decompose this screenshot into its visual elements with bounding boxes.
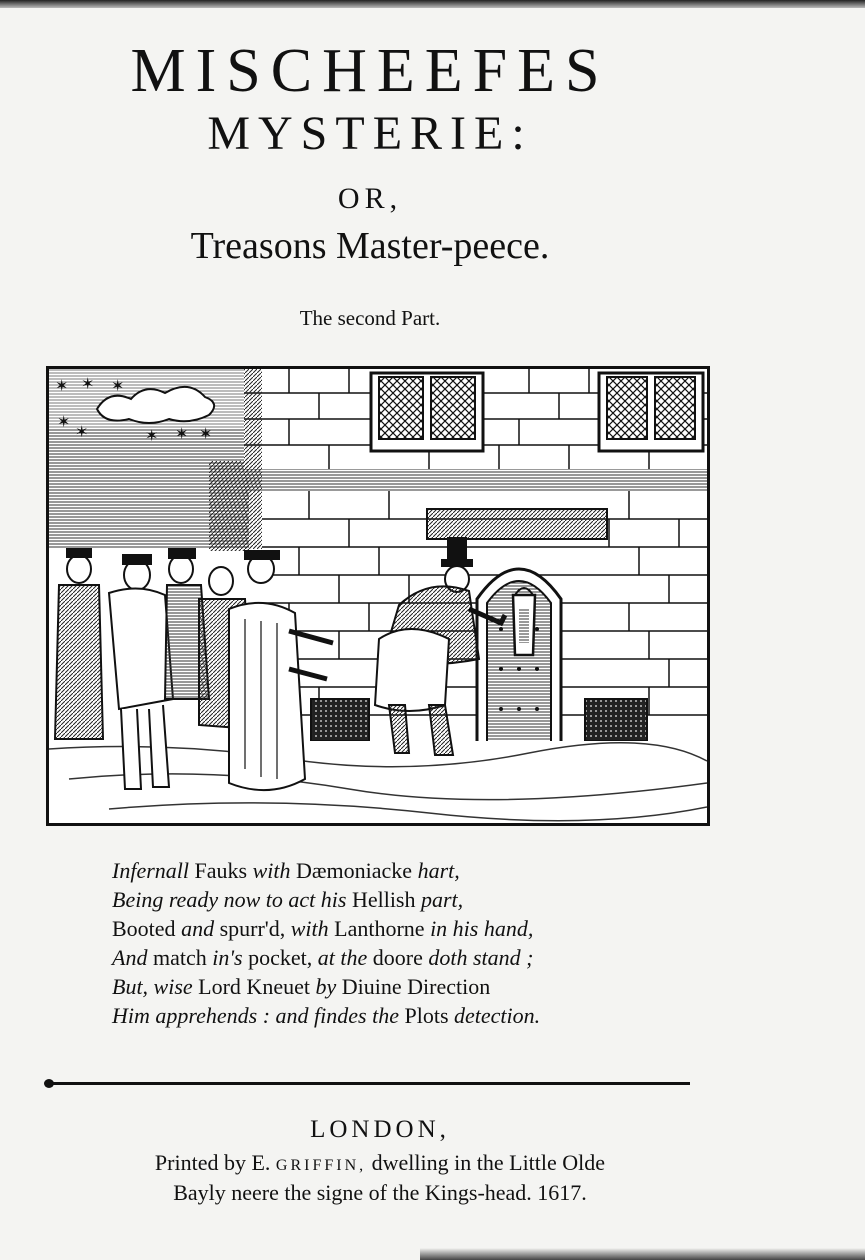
page-top-edge [0, 0, 865, 8]
verse-block [112, 856, 712, 1030]
title-line-4: Treasons Master-peece. [190, 225, 550, 267]
verse-line-4: And match in's pocket, at the doore doth stand ; [112, 945, 534, 970]
svg-text:✶: ✶ [57, 412, 71, 431]
title-line-3: OR, [337, 182, 403, 215]
imprint-address-line: Bayly neere the signe of the Kings-head. 1617. [173, 1180, 587, 1205]
verse-line-2: Being ready now to act his Hellish part, [112, 887, 464, 912]
lattice-window-right-icon [599, 373, 703, 451]
imprint-printer-line: Printed by E. GRIFFIN, dwelling in the Little Olde [154, 1150, 606, 1175]
page-bottom-edge [420, 1248, 865, 1260]
verse-line-6: Him apprehends : and findes the Plots detection. [112, 1003, 541, 1028]
title-line-2: MYSTERIE: [207, 107, 533, 160]
svg-text:✶: ✶ [145, 426, 159, 445]
cellar-grate-right-icon [585, 699, 647, 741]
svg-text:✶: ✶ [199, 424, 213, 443]
svg-text:✶: ✶ [55, 376, 69, 395]
svg-text:✶: ✶ [75, 422, 89, 441]
verse-line-1: Infernall Fauks with Dæmoniacke hart, [112, 858, 460, 883]
imprint-city: LONDON, [310, 1116, 450, 1143]
svg-text:✶: ✶ [81, 374, 95, 393]
svg-text:✶: ✶ [175, 424, 189, 443]
horizontal-rule [46, 1082, 690, 1085]
woodcut-illustration [46, 366, 710, 826]
verse-line-3: Booted and spurr'd, with Lanthorne in his hand, [112, 916, 534, 941]
street-ground [49, 741, 707, 823]
lattice-window-left-icon [371, 373, 483, 451]
printer-name: GRIFFIN, [275, 1157, 367, 1174]
title-line-1: MISCHEEFES [130, 37, 610, 105]
title-line-5: The second Part. [299, 306, 441, 330]
svg-text:✶: ✶ [111, 376, 125, 395]
verse-line-5: But, wise Lord Kneuet by Diuine Direction [112, 974, 491, 999]
cellar-grate-left-icon [311, 699, 369, 741]
lantern-icon [513, 588, 535, 655]
